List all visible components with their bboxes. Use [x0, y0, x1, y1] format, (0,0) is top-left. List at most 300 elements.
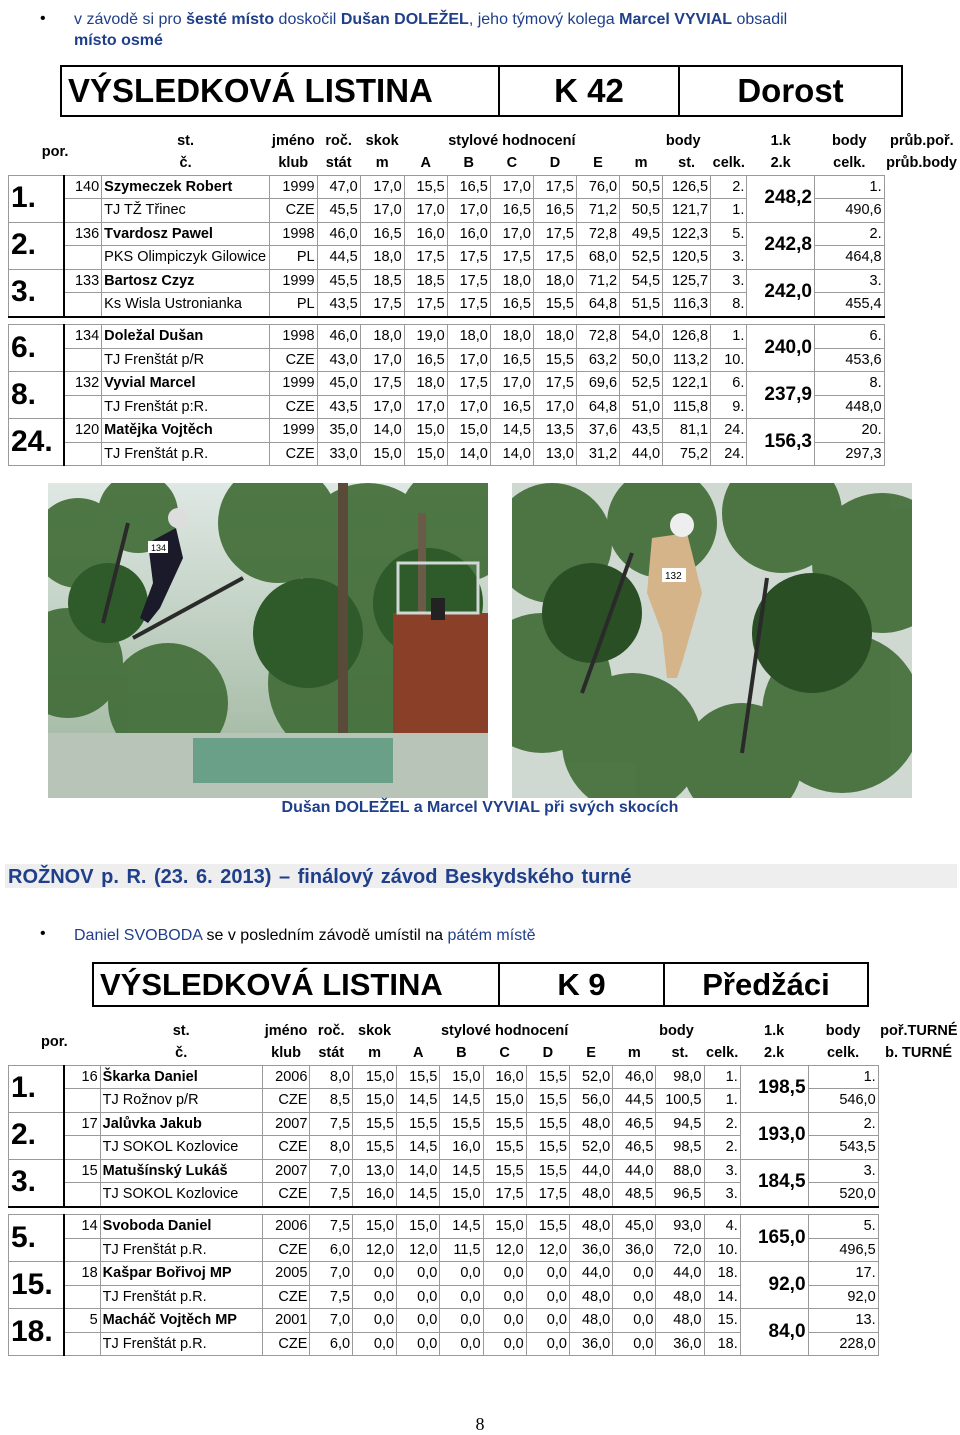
table-cell: č. [102, 153, 270, 176]
table-cell: 72,8 [576, 222, 619, 246]
table-cell: m [360, 153, 404, 176]
results-table [8, 130, 960, 466]
table-row [9, 1215, 960, 1239]
table-cell: 115,8 [663, 395, 711, 419]
table-cell: CZE [262, 1332, 310, 1356]
table-row [9, 1262, 960, 1286]
table-cell: TJ SOKOL Kozlovice [100, 1183, 262, 1207]
table-cell: průb.body [884, 153, 959, 176]
table-cell: 16,5 [490, 199, 533, 223]
table-cell: 15. [704, 1309, 740, 1333]
table-cell: Matušínský Lukáš [100, 1159, 262, 1183]
table-cell: 17,0 [404, 395, 447, 419]
table-cell: 17,5 [404, 293, 447, 317]
table-gap [9, 1207, 960, 1215]
table-cell: 14,0 [447, 442, 490, 466]
table-cell: 15,0 [483, 1089, 526, 1113]
table-cell: 72,8 [576, 325, 619, 349]
table-cell: 17,0 [360, 175, 404, 199]
table-cell: stát [317, 153, 360, 176]
table-cell: 1. [704, 1089, 740, 1113]
table-cell: 17 [64, 1112, 100, 1136]
table-cell: 48,5 [613, 1183, 656, 1207]
table-cell: 15,0 [404, 442, 447, 466]
table-cell: 14,0 [397, 1159, 440, 1183]
table-cell: B [447, 153, 490, 176]
table-cell: 15,5 [353, 1136, 397, 1160]
table-cell: 54,5 [620, 269, 663, 293]
table-cell: 49,5 [620, 222, 663, 246]
table-cell: 0,0 [613, 1262, 656, 1286]
table-cell: 45,5 [317, 199, 360, 223]
table-cell: 5. [711, 222, 747, 246]
table-cell: 165,0 [740, 1215, 808, 1262]
table-cell: 1998 [269, 222, 317, 246]
table-cell: 0,0 [353, 1262, 397, 1286]
table-cell: 56,0 [569, 1089, 612, 1113]
table-cell: 15,5 [526, 1215, 569, 1239]
table-cell: 18. [9, 1309, 65, 1356]
table-cell: průb.poř. [884, 130, 959, 153]
table-row [9, 395, 960, 419]
table-cell: 48,0 [569, 1285, 612, 1309]
table-cell: 2007 [262, 1159, 310, 1183]
table-cell: st. [100, 1020, 262, 1043]
table-cell: 2006 [262, 1215, 310, 1239]
table-cell: 92,0 [808, 1285, 878, 1309]
table-cell: 64,8 [576, 395, 619, 419]
table-cell: 46,0 [613, 1065, 656, 1089]
table-cell: 15,5 [533, 293, 576, 317]
table-cell: 13. [808, 1309, 878, 1333]
page-number: 8 [475, 1414, 485, 1434]
table-cell: 2. [9, 222, 65, 269]
table-cell: 122,3 [663, 222, 711, 246]
table-cell: 7,5 [310, 1183, 353, 1207]
table-cell: 134 [64, 325, 102, 349]
table-cell: 0,0 [483, 1309, 526, 1333]
table-cell: 14,0 [490, 442, 533, 466]
bib-number-right: 132 [665, 571, 682, 582]
table-cell: 121,7 [663, 199, 711, 223]
table-row [9, 325, 960, 349]
table-cell: 3. [9, 269, 65, 317]
table-row [9, 269, 960, 293]
table-cell: 16 [64, 1065, 100, 1089]
table-cell: 136 [64, 222, 102, 246]
table-cell: 17,5 [526, 1183, 569, 1207]
table-cell: 44,0 [620, 442, 663, 466]
table-cell: 5 [64, 1309, 100, 1333]
table-cell: 7,0 [310, 1262, 353, 1286]
table-cell: 1999 [269, 175, 317, 199]
table-cell: 43,5 [317, 395, 360, 419]
table-cell: 14. [704, 1285, 740, 1309]
table-cell: 1999 [269, 269, 317, 293]
table-cell: 17,0 [490, 175, 533, 199]
table-cell: 297,3 [814, 442, 884, 466]
table-cell: Matějka Vojtěch [102, 419, 270, 443]
table-cell: 33,0 [317, 442, 360, 466]
table-cell: 94,5 [656, 1112, 704, 1136]
text-run: pátém místě [447, 927, 536, 944]
table-cell: 3. [808, 1159, 878, 1183]
table-cell: 46,0 [317, 325, 360, 349]
table-cell: 1. [711, 199, 747, 223]
table-cell: 17,0 [447, 199, 490, 223]
table-cell: 15,5 [353, 1112, 397, 1136]
table-gap [9, 317, 960, 325]
table-cell: celk. [808, 1043, 878, 1066]
table-cell: 75,2 [663, 442, 711, 466]
section-title: ROŽNOV p. R. (23. 6. 2013) – finálový závod Beskydského turné [5, 864, 957, 888]
table-cell: 546,0 [808, 1089, 878, 1113]
table-cell: 15,5 [483, 1136, 526, 1160]
table-cell: 8,0 [310, 1136, 353, 1160]
table-cell: por. [9, 1020, 101, 1065]
table-cell: 18,0 [447, 325, 490, 349]
table-cell: 96,5 [656, 1183, 704, 1207]
table-cell: 50,5 [620, 175, 663, 199]
table-cell: 43,0 [317, 348, 360, 372]
table-cell: 72,0 [656, 1238, 704, 1262]
table-cell: 14,0 [360, 419, 404, 443]
table-cell: 15,0 [397, 1215, 440, 1239]
table-cell: body [808, 1020, 878, 1043]
table-cell: 8,0 [310, 1065, 353, 1089]
table-cell: 18,0 [490, 269, 533, 293]
table-cell: 88,0 [656, 1159, 704, 1183]
table-cell: 44,0 [569, 1159, 612, 1183]
table-cell: 18,0 [360, 246, 404, 270]
table-cell: roč. [317, 130, 360, 153]
table-cell: 2. [704, 1136, 740, 1160]
table-header-row [9, 1020, 960, 1043]
table-cell: PL [269, 293, 317, 317]
table-cell: 125,7 [663, 269, 711, 293]
text-run-bold: Marcel VYVIAL [619, 11, 733, 28]
table-cell: A [404, 153, 447, 176]
text-run: se v posledním závodě umístil na [202, 927, 448, 944]
table-cell: 198,5 [740, 1065, 808, 1112]
table-cell: 15,5 [526, 1089, 569, 1113]
table-cell: 1. [814, 175, 884, 199]
table-cell: 17,0 [360, 199, 404, 223]
table-row [9, 1065, 960, 1089]
table-cell: 2005 [262, 1262, 310, 1286]
table-cell: 50,0 [620, 348, 663, 372]
table-cell: 37,6 [576, 419, 619, 443]
table-cell: 1.k [740, 1020, 808, 1043]
table-cell: klub [269, 153, 317, 176]
table-cell: 16,0 [447, 222, 490, 246]
table-cell: 17,5 [360, 372, 404, 396]
table-cell: 18,0 [533, 269, 576, 293]
table-cell: 48,0 [569, 1183, 612, 1207]
table-cell: 18. [704, 1262, 740, 1286]
table-cell: 455,4 [814, 293, 884, 317]
table-cell: 1.k [747, 130, 815, 153]
table-cell: b. TURNÉ [878, 1043, 959, 1066]
table-cell: C [483, 1043, 526, 1066]
table-cell: 52,5 [620, 372, 663, 396]
table-cell [9, 1207, 879, 1215]
table-cell: 15,5 [526, 1065, 569, 1089]
table-cell: 18,5 [360, 269, 404, 293]
table-cell: Jalůvka Jakub [100, 1112, 262, 1136]
table-cell: 18,0 [404, 372, 447, 396]
table-cell: 15,5 [397, 1112, 440, 1136]
table-cell: 2. [9, 1112, 65, 1159]
table-cell: 0,0 [440, 1262, 483, 1286]
table-cell: 1. [711, 325, 747, 349]
table-row [9, 1285, 960, 1309]
table-row [9, 246, 960, 270]
table-cell: 120 [64, 419, 102, 443]
results-table [8, 1020, 960, 1356]
results-title: VÝSLEDKOVÁ LISTINA [94, 964, 500, 1005]
table-cell: 14,5 [490, 419, 533, 443]
table-cell: 15,0 [440, 1183, 483, 1207]
table-cell: 0,0 [526, 1309, 569, 1333]
table-cell: 1. [704, 1065, 740, 1089]
table-cell: CZE [262, 1136, 310, 1160]
table-cell: CZE [269, 348, 317, 372]
table-cell: m [613, 1043, 656, 1066]
table-cell: 69,6 [576, 372, 619, 396]
table-cell: 240,0 [747, 325, 815, 372]
table-cell: 17,0 [360, 395, 404, 419]
table-cell: 5. [9, 1215, 65, 1262]
results-header-1 [60, 65, 903, 117]
table-cell: TJ Frenštát p.R. [100, 1238, 262, 1262]
bullet-icon: • [40, 925, 46, 942]
table-cell: TJ SOKOL Kozlovice [100, 1136, 262, 1160]
table-cell: 6. [9, 325, 65, 372]
table-cell: 156,3 [747, 419, 815, 466]
table-cell: TJ Frenštát p.R. [100, 1285, 262, 1309]
table-cell: 2. [711, 175, 747, 199]
table-cell: TJ TŽ Třinec [102, 199, 270, 223]
table-cell: 17,5 [533, 175, 576, 199]
table-cell: 24. [711, 442, 747, 466]
table-cell: 7,5 [310, 1285, 353, 1309]
table-cell: E [569, 1043, 612, 1066]
table-cell: 8,5 [310, 1089, 353, 1113]
table-cell: 36,0 [656, 1332, 704, 1356]
table-cell: 17,0 [447, 395, 490, 419]
table-cell: st. [102, 130, 270, 153]
table-cell: 15. [9, 1262, 65, 1309]
table-cell: 0,0 [526, 1285, 569, 1309]
table-cell: m [620, 153, 663, 176]
table-cell: 2. [808, 1112, 878, 1136]
table-cell: body [620, 130, 747, 153]
table-cell: 6,0 [310, 1332, 353, 1356]
table-cell: 16,0 [404, 222, 447, 246]
table-cell: 0,0 [526, 1262, 569, 1286]
table-header-row [9, 153, 960, 176]
table-cell: 15,5 [440, 1112, 483, 1136]
table-cell: 18,0 [360, 325, 404, 349]
table-cell: 12,0 [483, 1238, 526, 1262]
table-cell: 453,6 [814, 348, 884, 372]
table-cell: jméno [262, 1020, 310, 1043]
table-cell: 15,5 [526, 1136, 569, 1160]
table-cell: Kašpar Bořivoj MP [100, 1262, 262, 1286]
table-cell: 0,0 [613, 1309, 656, 1333]
table-cell: 51,5 [620, 293, 663, 317]
table-cell: TJ Rožnov p/R [100, 1089, 262, 1113]
table-cell: por. [9, 130, 102, 175]
table-cell: 15,5 [483, 1159, 526, 1183]
table-cell: 17,0 [404, 199, 447, 223]
table-cell: 184,5 [740, 1159, 808, 1207]
table-cell: 16,5 [447, 175, 490, 199]
table-cell: Vyvial Marcel [102, 372, 270, 396]
table-cell: 24. [9, 419, 65, 466]
table-cell: st. [656, 1043, 704, 1066]
table-cell [64, 1332, 100, 1356]
table-cell [9, 317, 885, 325]
table-cell: 3. [711, 246, 747, 270]
table-cell: 20. [814, 419, 884, 443]
table-cell: 36,0 [569, 1238, 612, 1262]
table-cell: 15,5 [526, 1159, 569, 1183]
table-cell: 193,0 [740, 1112, 808, 1159]
bullet-icon: • [40, 10, 46, 27]
table-cell: 10. [704, 1238, 740, 1262]
table-cell: 17,5 [483, 1183, 526, 1207]
table-cell: 17,5 [533, 246, 576, 270]
table-cell: 15,5 [533, 348, 576, 372]
table-cell: 448,0 [814, 395, 884, 419]
table-header-row [9, 130, 960, 153]
table-cell: 1999 [269, 372, 317, 396]
table-row [9, 293, 960, 317]
table-cell: 0,0 [397, 1309, 440, 1333]
table-row [9, 175, 960, 199]
text-run: v závodě si pro [74, 11, 187, 28]
table-cell: 98,5 [656, 1136, 704, 1160]
text-run: , jeho týmový kolega [468, 11, 620, 28]
text-run-bold: šesté místo [186, 11, 275, 28]
table-cell: 92,0 [740, 1262, 808, 1309]
table-cell: 17,5 [447, 293, 490, 317]
table-cell [64, 1183, 100, 1207]
table-row [9, 442, 960, 466]
table-cell: TJ Frenštát p/R [102, 348, 270, 372]
table-cell: Macháč Vojtěch MP [100, 1309, 262, 1333]
table-cell [64, 1136, 100, 1160]
table-cell: 48,0 [656, 1309, 704, 1333]
table-cell: 113,2 [663, 348, 711, 372]
table-cell: 18 [64, 1262, 100, 1286]
table-cell [64, 395, 102, 419]
table-cell: 15,5 [397, 1065, 440, 1089]
table-cell [64, 442, 102, 466]
table-cell: č. [100, 1043, 262, 1066]
table-cell: 13,5 [533, 419, 576, 443]
photo-caption: Dušan DOLEŽEL a Marcel VYVIAL při svých skocích [281, 799, 679, 816]
table-row [9, 348, 960, 372]
table-cell: 7,5 [310, 1112, 353, 1136]
table-cell: 13,0 [353, 1159, 397, 1183]
table-cell: jméno [269, 130, 317, 153]
table-cell: 100,5 [656, 1089, 704, 1113]
table-row [9, 1183, 960, 1207]
table-cell: 46,0 [317, 222, 360, 246]
table-cell: 44,5 [317, 246, 360, 270]
text-run: obsadil [732, 11, 788, 28]
table-header-row [9, 1043, 960, 1066]
category-label: Předžáci [702, 966, 830, 1002]
table-cell [64, 293, 102, 317]
table-row [9, 1089, 960, 1113]
table-cell: 63,2 [576, 348, 619, 372]
table-cell: 9. [711, 395, 747, 419]
text-run-bold: Dušan DOLEŽEL [340, 11, 469, 28]
table-cell: 133 [64, 269, 102, 293]
table-cell: klub [262, 1043, 310, 1066]
table-cell [64, 246, 102, 270]
table-cell: 15 [64, 1159, 100, 1183]
photo-right-image [512, 483, 912, 798]
table-cell: TJ Frenštát p.R. [102, 442, 270, 466]
table-cell: 228,0 [808, 1332, 878, 1356]
table-cell: TJ Frenštát p.R. [100, 1332, 262, 1356]
table-cell: stát [310, 1043, 353, 1066]
table-cell: 19,0 [404, 325, 447, 349]
table-cell: 0,0 [353, 1309, 397, 1333]
table-cell [64, 1089, 100, 1113]
table-row [9, 1332, 960, 1356]
table-cell: 16,0 [440, 1136, 483, 1160]
table-row [9, 372, 960, 396]
text-run-bold: místo osmé [74, 32, 163, 49]
table-cell: 17,5 [447, 269, 490, 293]
table-cell: Svoboda Daniel [100, 1215, 262, 1239]
table-cell: 140 [64, 175, 102, 199]
table-row [9, 1238, 960, 1262]
table-cell: 7,5 [310, 1215, 353, 1239]
table-cell: 14,5 [397, 1183, 440, 1207]
table-cell: 1. [9, 1065, 65, 1112]
table-cell: PKS Olimpiczyk Gilowice [102, 246, 270, 270]
table-cell: 3. [711, 269, 747, 293]
category-label: Dorost [737, 72, 844, 109]
table-cell: 18,0 [490, 325, 533, 349]
table-cell: 2. [704, 1112, 740, 1136]
table-cell: 0,0 [483, 1285, 526, 1309]
table-cell [64, 1238, 100, 1262]
table-cell: 17,5 [533, 372, 576, 396]
table-cell: A [397, 1043, 440, 1066]
table-cell: 14,5 [397, 1089, 440, 1113]
table-cell: 242,8 [747, 222, 815, 269]
table-cell: 43,5 [620, 419, 663, 443]
table-cell: 6,0 [310, 1238, 353, 1262]
table-cell: 116,3 [663, 293, 711, 317]
table-cell: 12,0 [397, 1238, 440, 1262]
table-cell: 15,5 [526, 1112, 569, 1136]
table-cell: 2.k [747, 153, 815, 176]
table-cell: m [353, 1043, 397, 1066]
table-cell: 2. [814, 222, 884, 246]
table-cell: 0,0 [353, 1285, 397, 1309]
hill-code: K 42 [500, 67, 680, 115]
table-cell: 84,0 [740, 1309, 808, 1356]
